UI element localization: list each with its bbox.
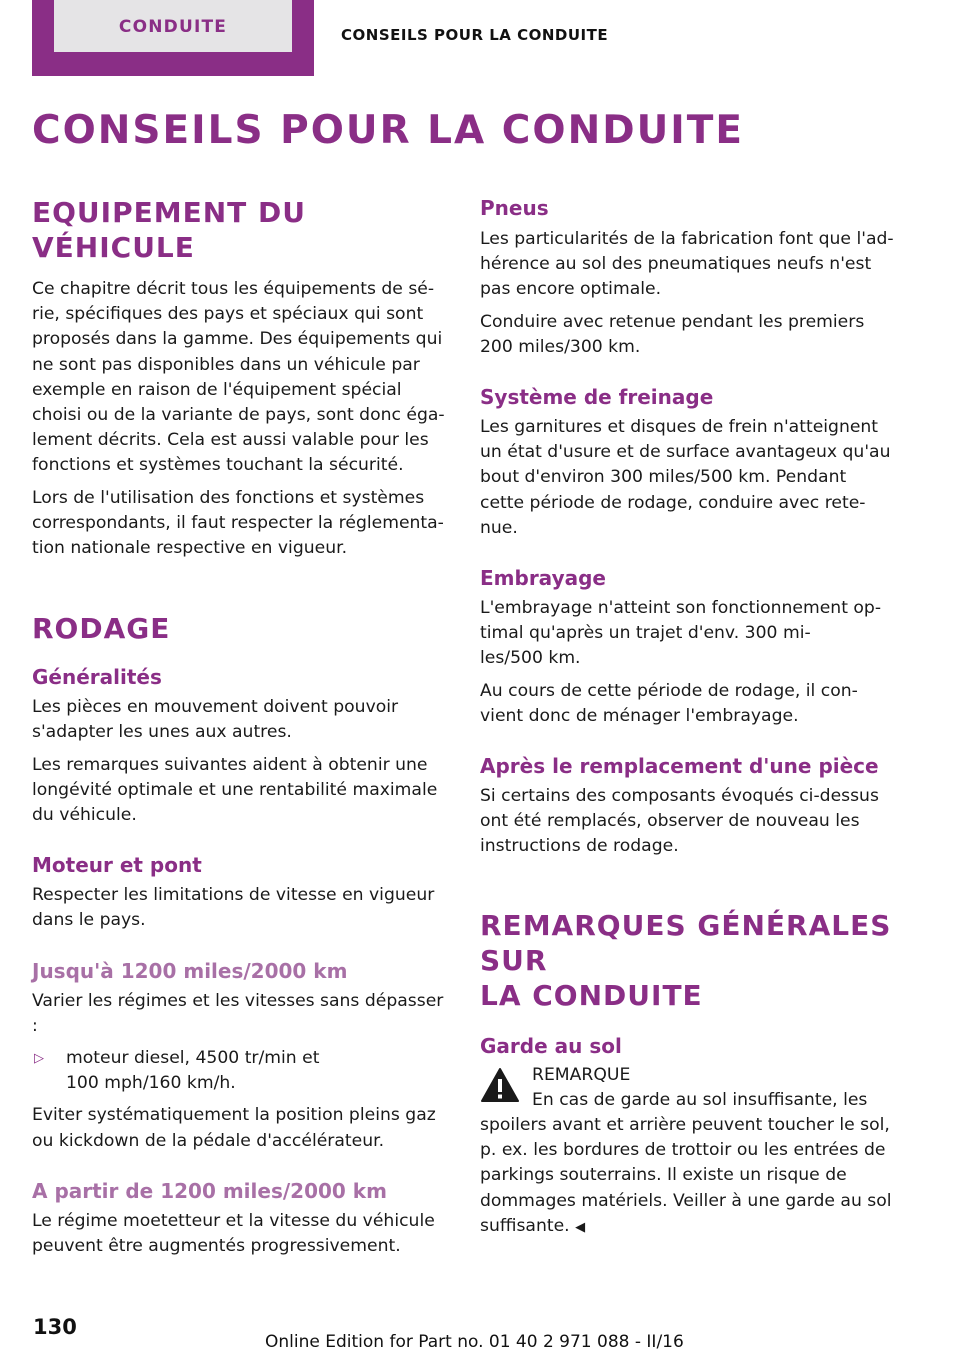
warning-triangle-icon <box>480 1067 520 1103</box>
heading-embrayage: Embrayage <box>480 566 606 591</box>
page-number: 130 <box>33 1315 77 1339</box>
heading-generalites: Généralités <box>32 665 162 690</box>
left-column <box>32 195 452 1259</box>
warning-note: REMARQUE En cas de garde au sol insuffisante, les spoilers avant et arrière peuvent toucher le sol, p. ex. les bordures de trottoir ou les entrées de parkings souterrains. Il existe un risque de dommages matériels. Veiller à une garde au sol suffisante. ◀ <box>480 1063 900 1240</box>
heading-equipement: EQUIPEMENT DU VÉHICULE <box>32 196 306 264</box>
paragraph-generalites-2: Les remarques suivantes aident à obtenir une longévité optimale et une rentabilité maximale du véhicule. <box>32 754 438 826</box>
paragraph-pneus-1: Les particularités de la fabrication font que l'ad‐ hérence au sol des pneumatiques neufs n'est pas encore optimale. <box>480 229 894 300</box>
section-tab-label: CONSEILS POUR LA CONDUITE <box>341 26 609 44</box>
paragraph-equipement-2: Lors de l'utilisation des fonctions et systèmes correspondants, il faut respecter la réglementa‐ tion nationale respective en vigueur. <box>32 487 444 559</box>
heading-pneus: Pneus <box>480 196 549 220</box>
chapter-tab[interactable] <box>32 0 314 76</box>
paragraph-embrayage-2: Au cours de cette période de rodage, il con‐ vient donc de ménager l'embrayage. <box>480 680 858 726</box>
end-mark-icon: ◀ <box>575 1219 586 1235</box>
paragraph-moteur: Respecter les limitations de vitesse en vigueur dans le pays. <box>32 885 435 931</box>
heading-moteur-pont: Moteur et pont <box>32 853 202 878</box>
triangle-bullet-icon: ▷ <box>34 1051 44 1067</box>
paragraph-generalites-1: Les pièces en mouvement doivent pouvoir s'adapter les unes aux autres. <box>32 697 399 743</box>
heading-apartir: A partir de 1200 miles/2000 km <box>32 1178 387 1203</box>
chapter-header <box>0 0 960 78</box>
paragraph-jusqua: Varier les régimes et les vitesses sans dépasser : <box>32 990 444 1036</box>
paragraph-embrayage-1: L'embrayage n'atteint son fonctionnement op‐ timal qu'après un trajet d'env. 300 mi‐ les/500 km. <box>480 598 882 669</box>
heading-jusqua: Jusqu'à 1200 miles/2000 km <box>32 958 348 983</box>
chapter-tab-label: CONDUITE <box>54 0 292 52</box>
right-column <box>480 195 900 1240</box>
heading-rodage: RODAGE <box>32 612 171 646</box>
paragraph-apartir: Le régime moetetteur et la vitesse du véhicule peuvent être augmentés progressivement. <box>32 1210 435 1257</box>
footer-edition: Online Edition for Part no. 01 40 2 971 088 - II/16 <box>265 1332 684 1352</box>
warning-label: REMARQUE <box>532 1064 631 1085</box>
paragraph-apres: Si certains des composants évoqués ci-dessus ont été remplacés, observer de nouveau les instructions de rodage. <box>480 786 879 857</box>
paragraph-equipement-1: Ce chapitre décrit tous les équipements de sé‐ rie, spécifiques des pays et spéciaux qui sont proposés dans la gamme. Des équipements qui ne sont pas disponibles dans un véhicule par exemple en raison de l'équipement spécial choisi ou de la variante de pays, sont donc éga‐ lement décrits. Cela est aussi valable pour les fonctions et systèmes touchant la sécurité. <box>32 279 445 476</box>
paragraph-pneus-2: Conduire avec retenue pendant les premiers 200 miles/300 km. <box>480 311 865 357</box>
heading-remarques-generales: REMARQUES GÉNÉRALES SUR LA CONDUITE <box>480 908 892 1012</box>
page-title: CONSEILS POUR LA CONDUITE <box>32 108 745 153</box>
heading-garde-au-sol: Garde au sol <box>480 1033 622 1058</box>
list-item: ▷ moteur diesel, 4500 tr/min et 100 mph/160 km/h. <box>34 1048 320 1094</box>
heading-apres-remplacement: Après le remplacement d'une pièce <box>480 754 879 779</box>
paragraph-eviter: Eviter systématiquement la position pleins gaz ou kickdown de la pédale d'accélérateur. <box>32 1105 436 1151</box>
heading-freinage: Système de freinage <box>480 385 714 410</box>
paragraph-freinage: Les garnitures et disques de frein n'atteignent un état d'usure et de surface avantageux qu'au bout d'environ 300 miles/500 km. Pendant cette période de rodage, conduire avec rete‐ nue. <box>480 417 891 538</box>
